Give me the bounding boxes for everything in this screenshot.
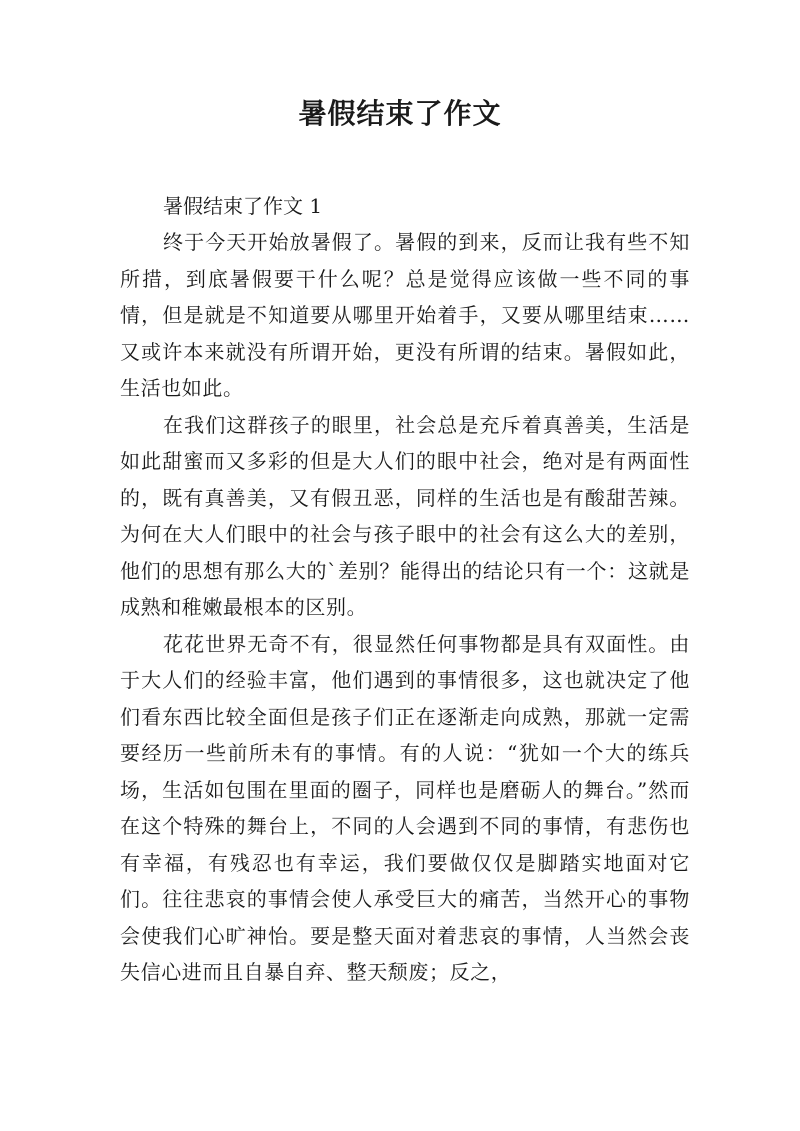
essay-heading: 暑假结束了作文 1 (163, 194, 323, 218)
essay-body (120, 224, 690, 991)
document-title: 暑假结束了作文 (298, 97, 502, 130)
paragraph-1: 终于今天开始放暑假了。暑假的到来，反而让我有些不知所措，到底暑假要干什么呢？总是觉得应该做一些不同的事情，但是就是不知道要从哪里开始着手，又要从哪里结束……又或许本来就没有所谓开始，更没有所谓的结束。暑假如此，生活也如此。 (120, 230, 690, 400)
paragraph-3: 花花世界无奇不有，很显然任何事物都是具有双面性。由于大人们的经验丰富，他们遇到的事情很多，这也就决定了他们看东西比较全面但是孩子们正在逐渐走向成熟，那就一定需要经历一些前所未有的事情。有的人说：“犹如一个大的练兵场，生活如包围在里面的圈子，同样也是磨砺人的舞台。”然而在这个特殊的舞台上，不同的人会遇到不同的事情，有悲伤也有幸福，有残忍也有幸运，我们要做仅仅是脚踏实地面对它们。往往悲哀的事情会使人承受巨大的痛苦，当然开心的事物会使我们心旷神怡。要是整天面对着悲哀的事情，人当然会丧失信心进而且自暴自弃、整天颓废；反之， (120, 631, 690, 984)
paragraph-2: 在我们这群孩子的眼里，社会总是充斥着真善美，生活是如此甜蜜而又多彩的但是大人们的眼中社会，绝对是有两面性的，既有真善美，又有假丑恶，同样的生活也是有酸甜苦辣。为何在大人们眼中的社会与孩子眼中的社会有这么大的差别，他们的思想有那么大的`差别？能得出的结论只有一个：这就是成熟和稚嫩最根本的区别。 (120, 412, 690, 619)
